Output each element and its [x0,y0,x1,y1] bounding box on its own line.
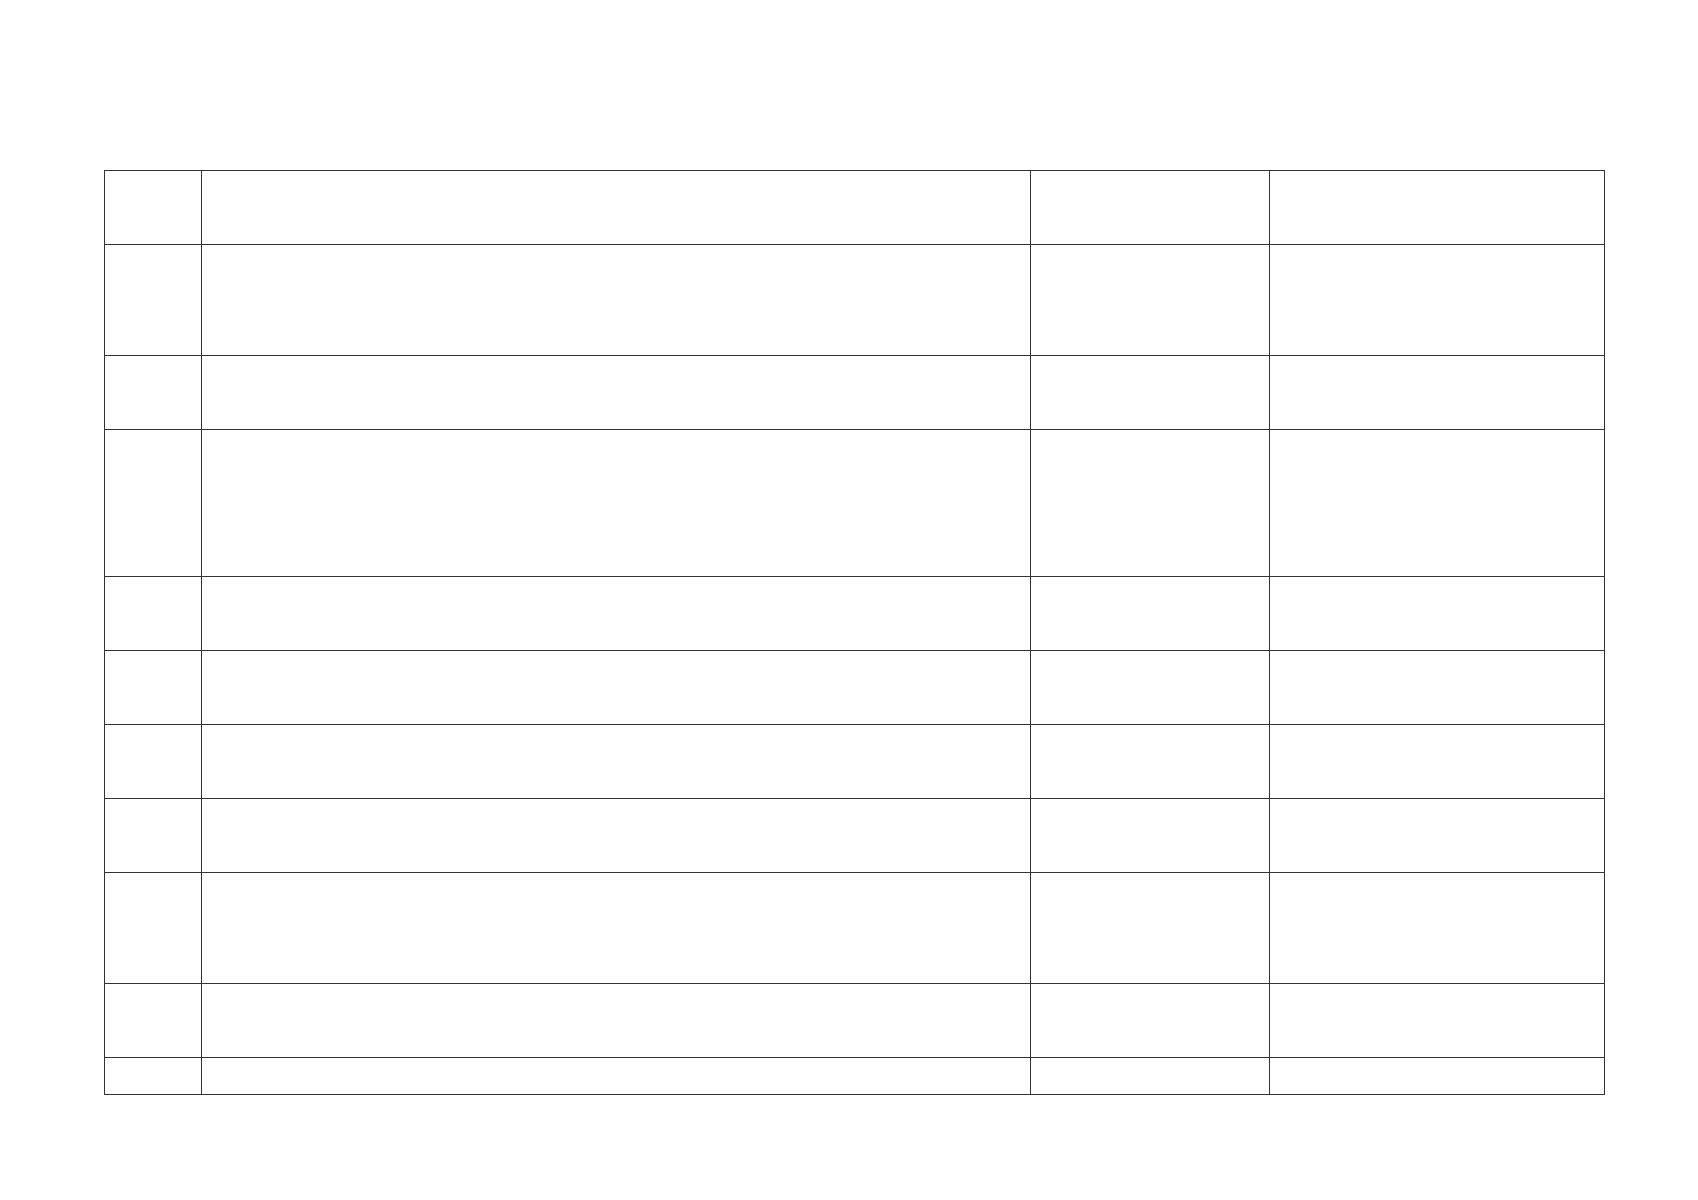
event-place [1270,725,1605,799]
table-row [105,577,1605,651]
event-place [1270,171,1605,245]
event-dates [1031,577,1270,651]
row-number [105,171,202,245]
table-row [105,651,1605,725]
row-number [105,430,202,577]
event-name [202,245,1031,356]
row-number [105,799,202,873]
event-place [1270,651,1605,725]
event-name [202,430,1031,577]
event-dates [1031,651,1270,725]
event-name [202,725,1031,799]
event-dates [1031,725,1270,799]
event-place [1270,873,1605,984]
row-number [105,651,202,725]
event-place [1270,799,1605,873]
event-dates [1031,171,1270,245]
events-table [104,170,1605,1095]
row-number [105,356,202,430]
row-number [105,577,202,651]
event-dates [1031,984,1270,1058]
row-number [105,873,202,984]
table-row [105,430,1605,577]
event-place [1270,245,1605,356]
event-name [202,1058,1031,1095]
event-place [1270,356,1605,430]
event-dates [1031,873,1270,984]
event-dates [1031,1058,1270,1095]
table-row [105,171,1605,245]
table-row [105,245,1605,356]
event-name [202,577,1031,651]
event-dates [1031,356,1270,430]
row-number [105,1058,202,1095]
table-row [105,1058,1605,1095]
event-name [202,356,1031,430]
table-row [105,799,1605,873]
table-row [105,725,1605,799]
row-number [105,245,202,356]
event-name [202,651,1031,725]
row-number [105,984,202,1058]
event-name [202,873,1031,984]
event-place [1270,430,1605,577]
row-number [105,725,202,799]
table-row [105,356,1605,430]
event-place [1270,1058,1605,1095]
table-row [105,984,1605,1058]
event-place [1270,577,1605,651]
event-dates [1031,245,1270,356]
event-dates [1031,430,1270,577]
event-dates [1031,799,1270,873]
event-name [202,171,1031,245]
event-name [202,984,1031,1058]
event-name [202,799,1031,873]
table-row [105,873,1605,984]
event-place [1270,984,1605,1058]
